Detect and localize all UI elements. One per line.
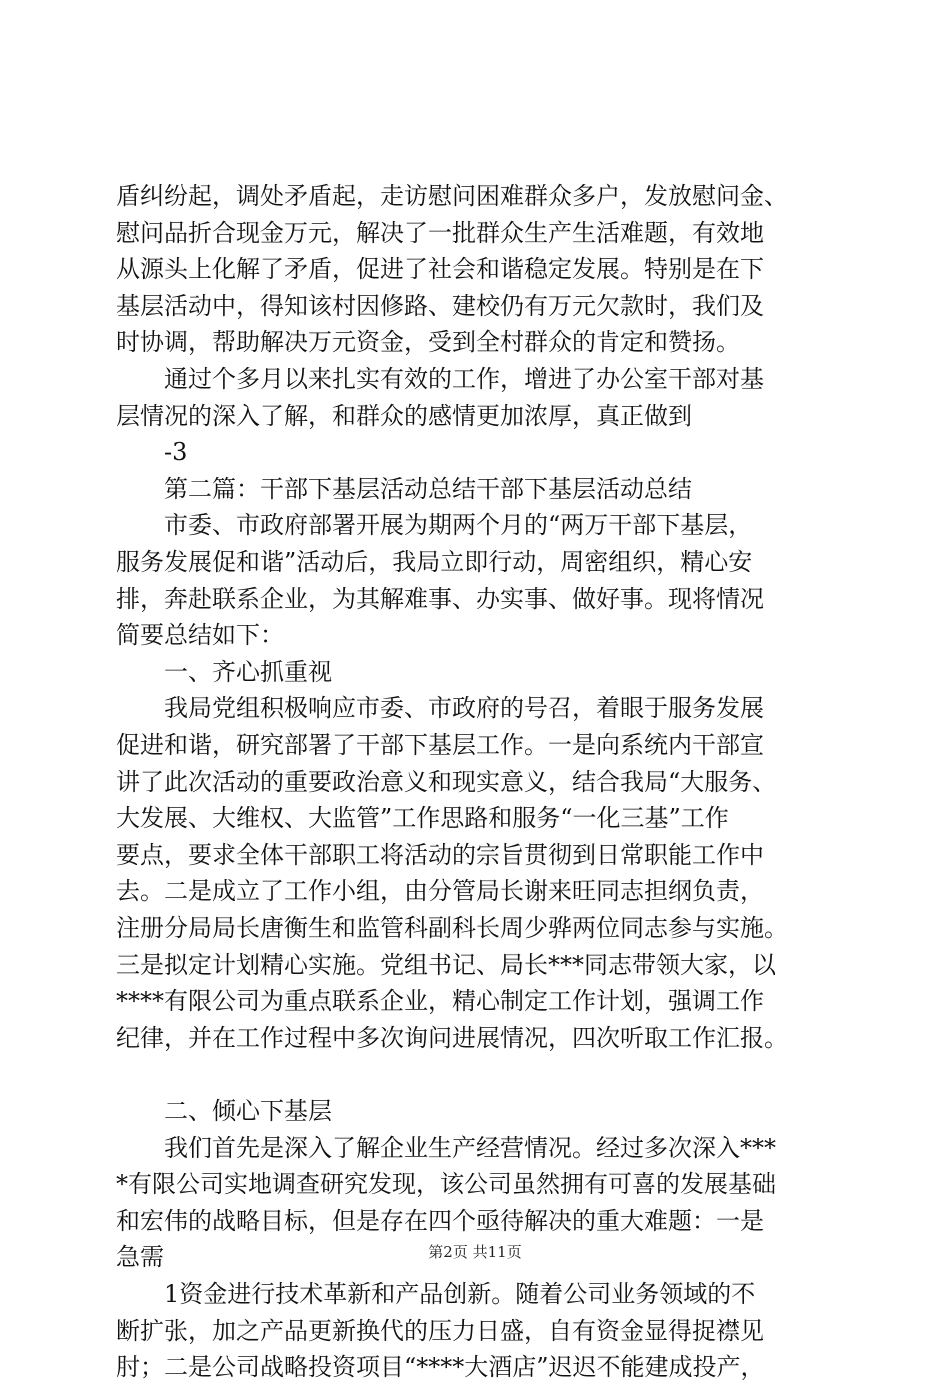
text-line: 和宏伟的战略目标，但是存在四个亟待解决的重大难题：一是	[116, 1206, 764, 1235]
text-line: 第二篇：干部下基层活动总结干部下基层活动总结	[116, 474, 692, 503]
text-line: 注册分局局长唐衡生和监管科副科长周少骅两位同志参与实施。	[116, 914, 788, 942]
page-footer: 第2页 共11页	[428, 1243, 522, 1261]
text-line: 市委、市政府部署开展为期两个月的“两万干部下基层，	[116, 511, 753, 540]
text-line: 讲了此次活动的重要政治意义和现实意义，结合我局“大服务、	[116, 767, 777, 796]
text-line: 去。二是成立了工作小组，由分管局长谢来旺同志担纲负责，	[116, 877, 764, 906]
text-line: 大发展、大维权、大监管”工作思路和服务“一化三基”工作	[116, 804, 729, 833]
text-line: 基层活动中，得知该村因修路、建校仍有万元欠款时，我们及	[116, 291, 764, 320]
text-line: 三是拟定计划精心实施。党组书记、局长***同志带领大家，以	[116, 950, 776, 979]
text-line: 促进和谐，研究部署了干部下基层工作。一是向系统内干部宣	[116, 731, 764, 759]
text-line: 层情况的深入了解，和群众的感情更加浓厚，真正做到	[116, 401, 692, 430]
text-line: 我局党组积极响应市委、市政府的号召，着眼于服务发展	[116, 694, 764, 723]
text-line: 要点，要求全体干部职工将活动的宗旨贯彻到日常职能工作中	[116, 840, 764, 869]
text-line: 我们首先是深入了解企业生产经营情况。经过多次深入***	[116, 1133, 776, 1162]
text-line: *有限公司实地调查研究发现，该公司虽然拥有可喜的发展基础	[116, 1170, 776, 1199]
text-line: 排，奔赴联系企业，为其解难事、办实事、做好事。现将情况	[116, 584, 764, 613]
text-line: 二、倾心下基层	[116, 1097, 332, 1125]
text-line: 盾纠纷起，调处矛盾起，走访慰问困难群众多户，发放慰问金、	[116, 182, 788, 210]
text-line: 慰问品折合现金万元，解决了一批群众生产生活难题，有效地	[116, 218, 764, 247]
text-line: ****有限公司为重点联系企业，精心制定工作计划，强调工作	[116, 987, 764, 1016]
text-line: 时协调，帮助解决万元资金，受到全村群众的肯定和赞扬。	[116, 328, 740, 357]
text-line: 简要总结如下：	[116, 621, 284, 650]
text-line: 从源头上化解了矛盾，促进了社会和谐稳定发展。特别是在下	[116, 255, 764, 284]
text-line: -3	[116, 438, 188, 467]
text-line: 急需	[116, 1243, 164, 1272]
text-line: 断扩张，加之产品更新换代的压力日盛，自有资金显得捉襟见	[116, 1316, 764, 1345]
text-line: 通过个多月以来扎实有效的工作，增进了办公室干部对基	[116, 365, 764, 393]
text-line: 肘；二是公司战略投资项目“****大酒店”迟迟不能建成投产，	[116, 1353, 765, 1382]
text-line: 纪律，并在工作过程中多次询问进展情况，四次听取工作汇报。	[116, 1023, 788, 1052]
text-line: 1资金进行技术革新和产品创新。随着公司业务领域的不	[116, 1280, 756, 1308]
text-line: 一、齐心抓重视	[116, 657, 332, 686]
text-line: 服务发展促和谐”活动后，我局立即行动，周密组织，精心安	[116, 548, 753, 576]
